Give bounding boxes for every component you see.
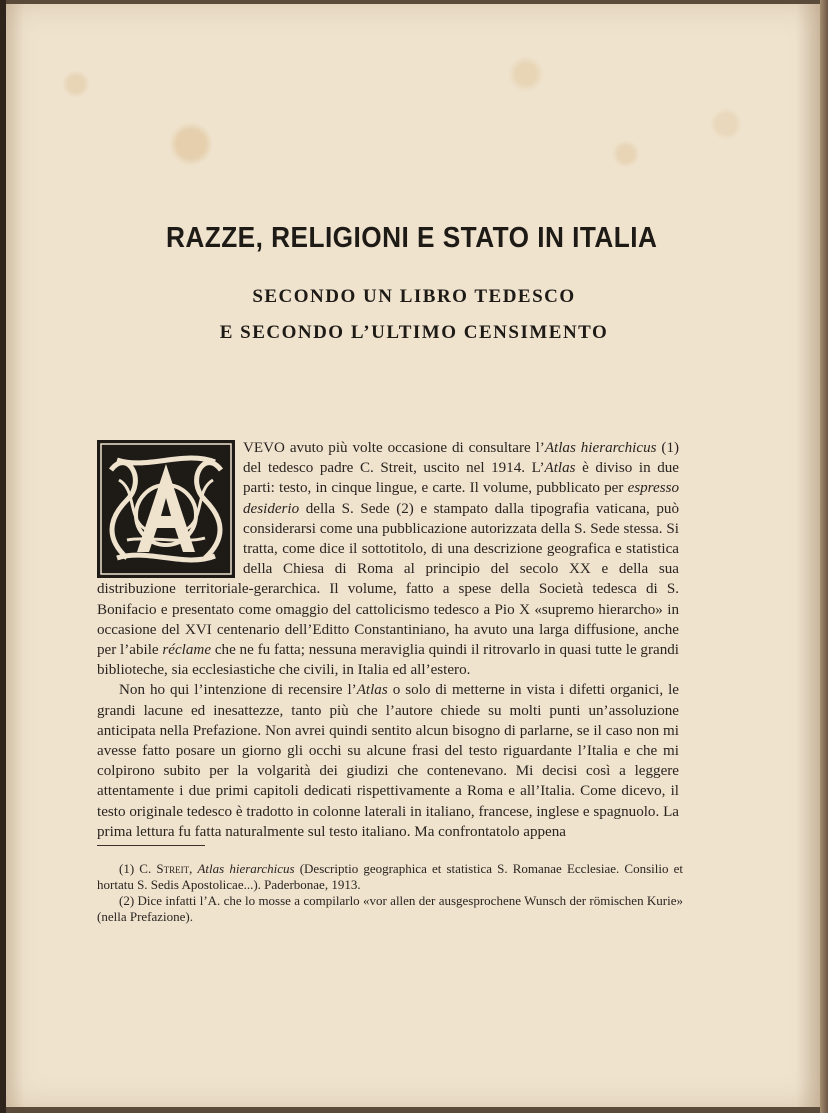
paragraph-1: VEVO avuto più volte occasione di consultare l’Atlas hierarchicus (1) del tedesco padre C. Streit, uscito nel 1914. L’Atlas è diviso in due parti: testo, in cinque lingue, e carte. Il volume, pubblicato per espresso desiderio della S. Sede (2) e stampato dalla tipografia vaticana, può considerarsi come una pubblicazione autorizzata della S. Sede stessa. Si tratta, come dice il sottotitolo, di una descrizione geografica e statistica della Chiesa di Roma al principio del secolo XX e della sua distribuzione territoriale-gerarchica. Il volume, fatto a spese della Società tedesca di S. Bonifacio e presentato come omaggio del cattolicismo tedesco a Pio X «supremo hierarcho» in occasione del XVI centenario dell’Editto Constantiniano, ha avuto una larga diffusione, anche per l’abile réclame che ne fu fatta; nessuna meraviglia quindi il ritrovarlo in quasi tutte le grandi biblioteche, sia ecclesiastiche che civili, in Italia ed all’estero. (97, 440, 680, 679)
footnote-1: (1) C. Streit, Atlas hierarchicus (Descriptio geographica et statistica S. Romanae Ecclesiae. Consilio et hortatu S. Sedis Apostolicae...). Paderbonae, 1913. (97, 861, 684, 892)
decorated-initial-a-icon (97, 440, 235, 578)
footnote-rule (97, 845, 205, 846)
footnote-2: (2) Dice infatti l’A. che lo mosse a compilarlo «vor allen der ausgesprochene Wunsch der römischen Kurie» (nella Prefazione). (97, 893, 683, 924)
subtitle-line-2: E SECONDO L’ULTIMO CENSIMENTO (219, 322, 609, 343)
paragraph-2: Non ho qui l’intenzione di recensire l’Atlas o solo di metterne in vista i difetti organici, le grandi lacune ed inesattezze, tanto più che l’autore chiede su molti punti un’assoluzione anticipata nella Prefazione. Non avrei quindi sentito alcun bisogno di parlarne, se il caso non mi avesse fatto posare un giorno gli occhi su alcune frasi del testo riguardante l’Italia e che mi colpirono subito per la volgarità dei giudizi che contenevano. Mi decisi così a leggere attentamente i due primi capitoli dedicati rispettivamente a Roma e all’Italia. Come dicevo, il testo originale tedesco è tradotto in colonne laterali in italiano, francese, inglese e spagnuolo. La prima lettura fu fatta naturalmente sul testo italiano. Ma confrontatolo appena (97, 682, 679, 840)
footnotes (97, 861, 683, 925)
svg-text:A: A (165, 570, 167, 571)
subtitle-line-1: SECONDO UN LIBRO TEDESCO (252, 286, 576, 307)
body-text (97, 438, 679, 842)
page-right-edge (820, 0, 828, 1113)
chapter-title: RAZZE, RELIGIONI E STATO IN ITALIA (165, 222, 658, 254)
